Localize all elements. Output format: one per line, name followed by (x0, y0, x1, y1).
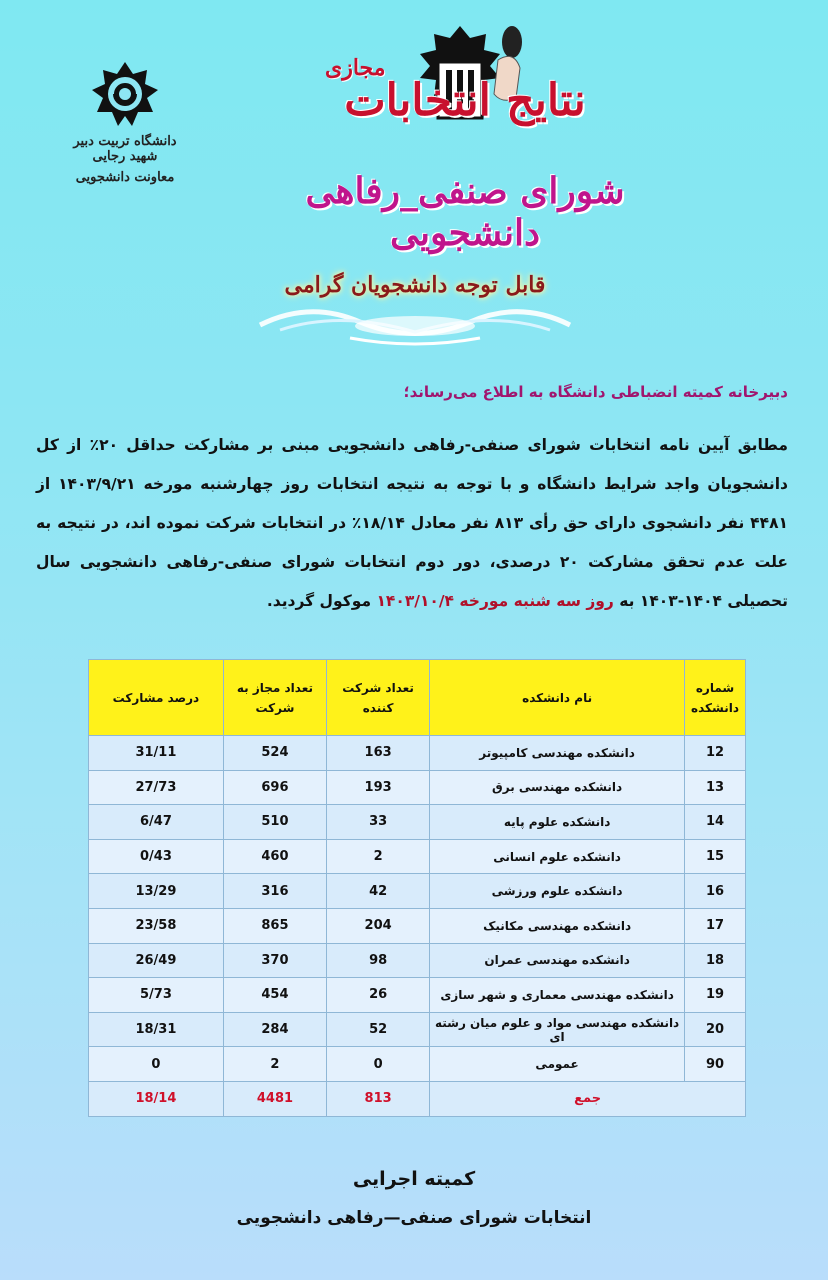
footer-elections: انتخابات شورای صنفی—رفاهی دانشجویی (236, 1208, 592, 1228)
cell-allowed: 524 (223, 736, 326, 771)
table-row (89, 1047, 746, 1082)
cell-percent: 13/29 (89, 874, 224, 909)
cell-num: 14 (685, 805, 746, 840)
cell-name: دانشکده مهندسی عمران (430, 943, 685, 978)
table-row (89, 943, 746, 978)
notice-heading: قابل توجه دانشجویان گرامی (284, 272, 546, 298)
cell-participants: 26 (327, 978, 430, 1013)
cell-name: دانشکده مهندسی کامپیوتر (430, 736, 685, 771)
cell-allowed: 284 (223, 1012, 326, 1047)
total-allowed: 4481 (223, 1081, 326, 1116)
cell-percent: 0 (89, 1047, 224, 1082)
page-subtitle: شورای صنفی_رفاهی دانشجویی (305, 170, 625, 254)
cell-participants: 52 (327, 1012, 430, 1047)
table-row (89, 770, 746, 805)
cell-participants: 204 (327, 908, 430, 943)
title-virtual: مجازی (325, 55, 386, 81)
table-row (89, 839, 746, 874)
cell-percent: 26/49 (89, 943, 224, 978)
cell-allowed: 370 (223, 943, 326, 978)
table-row (89, 805, 746, 840)
cell-participants: 33 (327, 805, 430, 840)
total-label: جمع (430, 1081, 746, 1116)
cell-num: 12 (685, 736, 746, 771)
header-faculty-number: شماره دانشکده (685, 660, 746, 736)
secretariat-line: دبیرخانه کمیته انضباطی دانشگاه به اطلاع می‌رساند؛ (403, 383, 788, 401)
header-allowed: تعداد مجاز به شرکت (223, 660, 326, 736)
page-title: نتایج انتخابات (344, 75, 586, 126)
footer-committee: کمیته اجرایی (352, 1168, 476, 1190)
table-row (89, 978, 746, 1013)
cell-percent: 6/47 (89, 805, 224, 840)
cell-percent: 23/58 (89, 908, 224, 943)
cell-participants: 163 (327, 736, 430, 771)
cell-num: 16 (685, 874, 746, 909)
cell-allowed: 454 (223, 978, 326, 1013)
cell-allowed: 696 (223, 770, 326, 805)
cell-allowed: 865 (223, 908, 326, 943)
cell-name: دانشکده مهندسی مکانیک (430, 908, 685, 943)
cell-allowed: 510 (223, 805, 326, 840)
cell-num: 20 (685, 1012, 746, 1047)
cell-num: 13 (685, 770, 746, 805)
cell-num: 19 (685, 978, 746, 1013)
university-emblem-icon (90, 60, 160, 130)
cell-allowed: 460 (223, 839, 326, 874)
table-row (89, 736, 746, 771)
cell-name: دانشکده علوم پایه (430, 805, 685, 840)
cell-name: دانشکده مهندسی برق (430, 770, 685, 805)
university-name: دانشگاه تربیت دبیر شهید رجایی (73, 134, 177, 164)
cell-percent: 5/73 (89, 978, 224, 1013)
cell-name: دانشکده علوم انسانی (430, 839, 685, 874)
table-row (89, 908, 746, 943)
results-table (88, 659, 746, 1117)
title-block (230, 20, 700, 254)
cell-allowed: 316 (223, 874, 326, 909)
cell-participants: 2 (327, 839, 430, 874)
announcement-paragraph (36, 426, 788, 621)
cell-name: دانشکده مهندسی معماری و شهر سازی (430, 978, 685, 1013)
header-participants: تعداد شرکت کننده (327, 660, 430, 736)
table-row (89, 1012, 746, 1047)
header-percent: درصد مشارکت (89, 660, 224, 736)
cell-participants: 0 (327, 1047, 430, 1082)
total-percent: 18/14 (89, 1081, 224, 1116)
cell-participants: 42 (327, 874, 430, 909)
header-faculty-name: نام دانشکده (430, 660, 685, 736)
cell-name: دانشکده مهندسی مواد و علوم میان رشته ای (430, 1012, 685, 1047)
cell-num: 15 (685, 839, 746, 874)
cell-participants: 98 (327, 943, 430, 978)
cell-percent: 0/43 (89, 839, 224, 874)
cell-percent: 31/11 (89, 736, 224, 771)
table-header-row (89, 660, 746, 736)
paragraph-part1: مطابق آیین نامه انتخابات شورای صنفی-رفاهی دانشجویی مبنی بر مشارکت حداقل ۲۰٪ از کل دانشجویان واجد شرایط دانشگاه و با توجه به نتیجه انتخابات روز چهارشنبه مورخه ۱۴۰۳/۹/۲۱ از ۴۴۸۱ نفر دانشجوی دارای حق رأی ۸۱۳ نفر معادل ۱۸/۱۴٪ در انتخابات شرکت نموده اند، در نتیجه به علت عدم تحقق مشارکت ۲۰ درصدی، دور دوم انتخابات شورای صنفی-رفاهی دانشجویی سال تحصیلی ۱۴۰۴-۱۴۰۳ به (36, 436, 788, 610)
university-logo (60, 60, 190, 185)
cell-num: 18 (685, 943, 746, 978)
table-row (89, 874, 746, 909)
cell-name: عمومی (430, 1047, 685, 1082)
cell-percent: 27/73 (89, 770, 224, 805)
cell-name: دانشکده علوم ورزشی (430, 874, 685, 909)
paragraph-part3: موکول گردید. (266, 592, 372, 610)
paragraph-date-highlight: روز سه شنبه مورخه ۱۴۰۳/۱۰/۴ (376, 592, 614, 610)
cell-percent: 18/31 (89, 1012, 224, 1047)
total-participants: 813 (327, 1081, 430, 1116)
cell-num: 90 (685, 1047, 746, 1082)
cell-num: 17 (685, 908, 746, 943)
table-total-row (89, 1081, 746, 1116)
deputy-name: معاونت دانشجویی (75, 170, 175, 185)
ornament-divider-icon (250, 300, 580, 350)
cell-allowed: 2 (223, 1047, 326, 1082)
cell-participants: 193 (327, 770, 430, 805)
